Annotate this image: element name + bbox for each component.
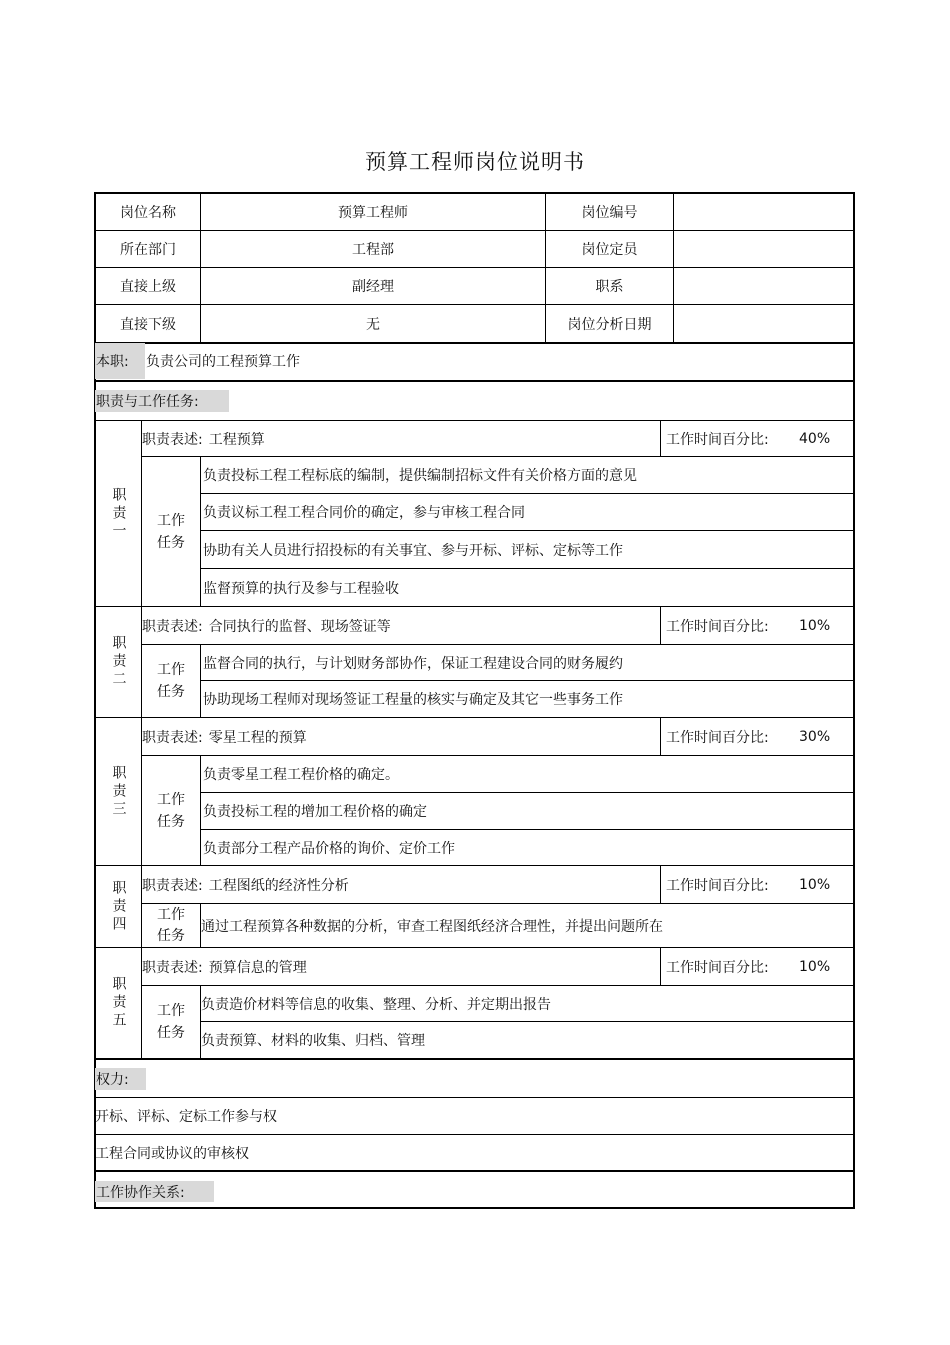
duty-4-task-label: 工作任务 [157,906,185,944]
duty-2-time-label: 工作时间百分比: [666,618,769,635]
duty-2-title: 职责二 [110,635,127,689]
analysis-date-value [674,305,854,342]
job-family-value [674,268,854,304]
department-value: 工程部 [352,242,394,258]
authority-item-1: 开标、评标、定标工作参与权 [95,1109,277,1125]
post-name-value: 预算工程师 [338,204,408,221]
duty-2-task-label: 工作任务 [157,662,185,700]
duty-5-title: 职责五 [110,976,127,1030]
duty-5-desc: 职责表述: 预算信息的管理 [142,959,307,976]
duty-3-task-1: 负责零星工程工程价格的确定。 [203,767,399,783]
duty-4-title: 职责四 [110,879,127,934]
duty-2-task-2: 协助现场工程师对现场签证工程量的核实与确定及其它一些事务工作 [203,692,623,708]
duty-1-task-2: 负责议标工程工程合同价的确定，参与审核工程合同 [203,505,525,521]
job-family-label: 职系 [595,279,624,295]
department-label: 所在部门 [120,242,176,258]
duty-5-task-2: 负责预算、材料的收集、归档、管理 [201,1033,425,1049]
duties-header: 职责与工作任务: [95,390,229,412]
cooperation-label: 工作协作关系: [95,1181,214,1202]
staffing-label: 岗位定员 [581,242,638,258]
superior-label: 直接上级 [120,279,176,295]
duty-4-task-1: 通过工程预算各种数据的分析，审查工程图纸经济合理性，并提出问题所在 [201,918,663,935]
duty-5-percent: 10% [799,958,831,975]
duty-4-percent: 10% [799,876,831,893]
duty-3-task-2: 负责投标工程的增加工程价格的确定 [203,804,427,820]
analysis-date-label: 岗位分析日期 [567,316,652,333]
benzhi-label: 本职: [95,343,145,379]
post-number-label: 岗位编号 [581,204,638,221]
superior-value: 副经理 [352,279,394,295]
subordinate-value: 无 [366,316,380,333]
post-number-value [674,193,854,230]
duty-1-task-label: 工作任务 [157,512,185,551]
staffing-value [674,231,854,267]
benzhi-text: 负责公司的工程预算工作 [146,354,300,370]
post-name-label: 岗位名称 [120,204,176,221]
duty-3-percent: 30% [799,728,831,745]
authority-label: 权力: [95,1068,146,1090]
duty-3-task-label: 工作任务 [157,791,185,830]
duty-3-task-3: 负责部分工程产品价格的询价、定价工作 [203,840,455,857]
authority-item-2: 工程合同或协议的审核权 [95,1145,249,1162]
duty-3-desc: 职责表述: 零星工程的预算 [142,729,307,746]
duty-1-percent: 40% [799,430,831,447]
duty-2-task-1: 监督合同的执行，与计划财务部协作，保证工程建设合同的财务履约 [203,655,623,672]
duty-1-task-4: 监督预算的执行及参与工程验收 [203,580,399,597]
duty-1-time-label: 工作时间百分比: [666,431,769,448]
subordinate-label: 直接下级 [120,316,176,333]
duty-1-task-3: 协助有关人员进行招投标的有关事宜、参与开标、评标、定标等工作 [203,542,623,559]
duty-5-task-label: 工作任务 [157,1003,185,1041]
duty-4-desc: 职责表述: 工程图纸的经济性分析 [142,877,349,894]
duty-2-percent: 10% [799,617,831,634]
duty-1-task-1: 负责投标工程工程标底的编制，提供编制招标文件有关价格方面的意见 [203,468,637,484]
duty-3-title: 职责三 [110,764,127,819]
duty-4-time-label: 工作时间百分比: [666,877,769,894]
duty-1-title: 职责一 [110,486,127,541]
duty-5-time-label: 工作时间百分比: [666,959,769,976]
duty-1-desc: 职责表述: 工程预算 [142,431,265,448]
duty-5-task-1: 负责造价材料等信息的收集、整理、分析、并定期出报告 [201,996,551,1013]
duty-3-time-label: 工作时间百分比: [666,729,769,746]
page-title: 预算工程师岗位说明书 [365,150,585,174]
duty-2-desc: 职责表述: 合同执行的监督、现场签证等 [142,618,391,635]
